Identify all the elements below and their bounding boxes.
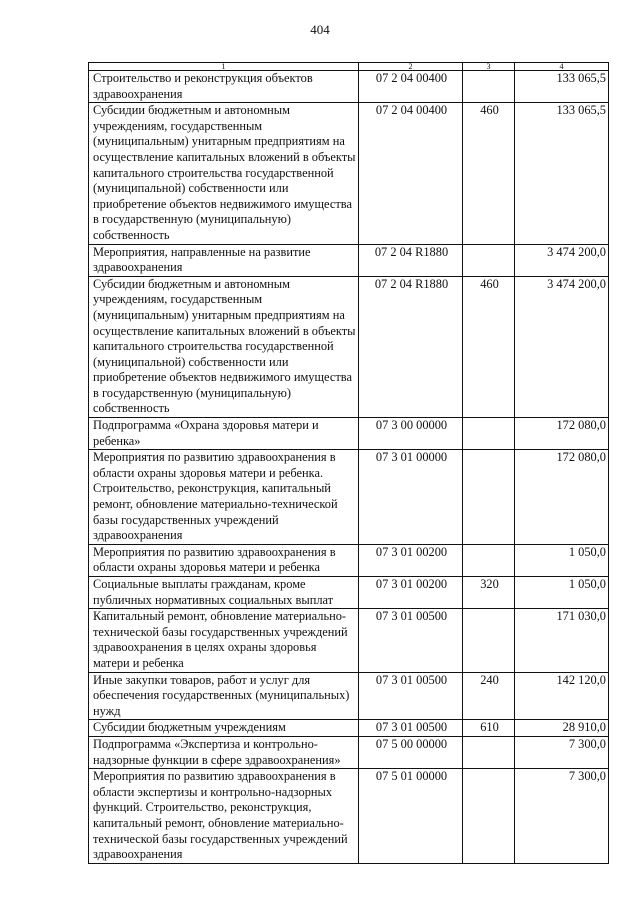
row-vr bbox=[463, 609, 515, 672]
row-name: Строительство и реконструкция объектов здравоохранения bbox=[89, 71, 359, 103]
row-name: Мероприятия, направленные на развитие здравоохранения bbox=[89, 244, 359, 276]
row-vr: 320 bbox=[463, 577, 515, 609]
column-number-amount: 4 bbox=[515, 63, 609, 71]
row-vr bbox=[463, 769, 515, 864]
row-name: Мероприятия по развитию здравоохранения в области охраны здоровья матери и ребенка bbox=[89, 544, 359, 576]
row-vr: 460 bbox=[463, 276, 515, 417]
row-name: Капитальный ремонт, обновление материально-технической базы государственных учреждений здравоохранения в целях охраны здоровья матери и ребенка bbox=[89, 609, 359, 672]
row-amount: 172 080,0 bbox=[515, 450, 609, 545]
row-amount: 133 065,5 bbox=[515, 71, 609, 103]
row-amount: 1 050,0 bbox=[515, 577, 609, 609]
table-row bbox=[89, 418, 609, 450]
budget-table bbox=[88, 62, 609, 864]
row-name: Подпрограмма «Охрана здоровья матери и ребенка» bbox=[89, 418, 359, 450]
row-vr: 240 bbox=[463, 672, 515, 720]
row-vr bbox=[463, 544, 515, 576]
table-row bbox=[89, 769, 609, 864]
table-row bbox=[89, 720, 609, 737]
row-vr bbox=[463, 71, 515, 103]
row-amount: 3 474 200,0 bbox=[515, 244, 609, 276]
row-code: 07 2 04 R1880 bbox=[359, 244, 463, 276]
row-amount: 171 030,0 bbox=[515, 609, 609, 672]
table-row bbox=[89, 736, 609, 768]
row-code: 07 3 01 00500 bbox=[359, 720, 463, 737]
row-name: Социальные выплаты гражданам, кроме публичных нормативных социальных выплат bbox=[89, 577, 359, 609]
table-row bbox=[89, 244, 609, 276]
row-code: 07 3 01 00000 bbox=[359, 450, 463, 545]
row-name: Субсидии бюджетным учреждениям bbox=[89, 720, 359, 737]
row-amount: 7 300,0 bbox=[515, 769, 609, 864]
row-amount: 1 050,0 bbox=[515, 544, 609, 576]
row-amount: 7 300,0 bbox=[515, 736, 609, 768]
row-vr: 460 bbox=[463, 103, 515, 244]
table-row bbox=[89, 71, 609, 103]
row-vr: 610 bbox=[463, 720, 515, 737]
row-amount: 28 910,0 bbox=[515, 720, 609, 737]
row-code: 07 2 04 00400 bbox=[359, 71, 463, 103]
row-name: Подпрограмма «Экспертиза и контрольно-надзорные функции в сфере здравоохранения» bbox=[89, 736, 359, 768]
row-amount: 133 065,5 bbox=[515, 103, 609, 244]
table-row bbox=[89, 450, 609, 545]
row-amount: 142 120,0 bbox=[515, 672, 609, 720]
row-amount: 3 474 200,0 bbox=[515, 276, 609, 417]
row-code: 07 3 01 00200 bbox=[359, 577, 463, 609]
row-code: 07 3 00 00000 bbox=[359, 418, 463, 450]
table-row bbox=[89, 276, 609, 417]
table-row bbox=[89, 103, 609, 244]
column-number-code: 2 bbox=[359, 63, 463, 71]
row-code: 07 5 01 00000 bbox=[359, 769, 463, 864]
row-code: 07 3 01 00200 bbox=[359, 544, 463, 576]
row-vr bbox=[463, 736, 515, 768]
row-code: 07 2 04 R1880 bbox=[359, 276, 463, 417]
row-name: Мероприятия по развитию здравоохранения в области экспертизы и контрольно-надзорных функций. Строительство, реконструкция, капитальный ремонт, обновление материально-технической базы государственных учреждений здравоохранения bbox=[89, 769, 359, 864]
row-vr bbox=[463, 450, 515, 545]
row-name: Субсидии бюджетным и автономным учреждениям, государственным (муниципальным) унитарным предприятиям на осуществление капитальных вложений в объекты капитального строительства государственной (муниципальной) собственности или приобретение объектов недвижимого имущества в государственную (муниципальную) собственность bbox=[89, 276, 359, 417]
column-number-vr: 3 bbox=[463, 63, 515, 71]
row-name: Субсидии бюджетным и автономным учреждениям, государственным (муниципальным) унитарным предприятиям на осуществление капитальных вложений в объекты капитального строительства государственной (муниципальной) собственности или приобретение объектов недвижимого имущества в государственную (муниципальную) собственность bbox=[89, 103, 359, 244]
row-code: 07 2 04 00400 bbox=[359, 103, 463, 244]
column-number-name: 1 bbox=[89, 63, 359, 71]
table-row bbox=[89, 609, 609, 672]
column-number-row bbox=[89, 63, 609, 71]
row-name: Мероприятия по развитию здравоохранения в области охраны здоровья матери и ребенка. Строительство, реконструкция, капитальный ремонт, обновление материально-технической базы государственных учреждений здравоохранения bbox=[89, 450, 359, 545]
table-row bbox=[89, 577, 609, 609]
row-code: 07 3 01 00500 bbox=[359, 609, 463, 672]
row-code: 07 5 00 00000 bbox=[359, 736, 463, 768]
table-row bbox=[89, 544, 609, 576]
row-amount: 172 080,0 bbox=[515, 418, 609, 450]
page-number: 404 bbox=[310, 22, 330, 37]
table-row bbox=[89, 672, 609, 720]
row-code: 07 3 01 00500 bbox=[359, 672, 463, 720]
row-name: Иные закупки товаров, работ и услуг для обеспечения государственных (муниципальных) нужд bbox=[89, 672, 359, 720]
row-vr bbox=[463, 418, 515, 450]
row-vr bbox=[463, 244, 515, 276]
